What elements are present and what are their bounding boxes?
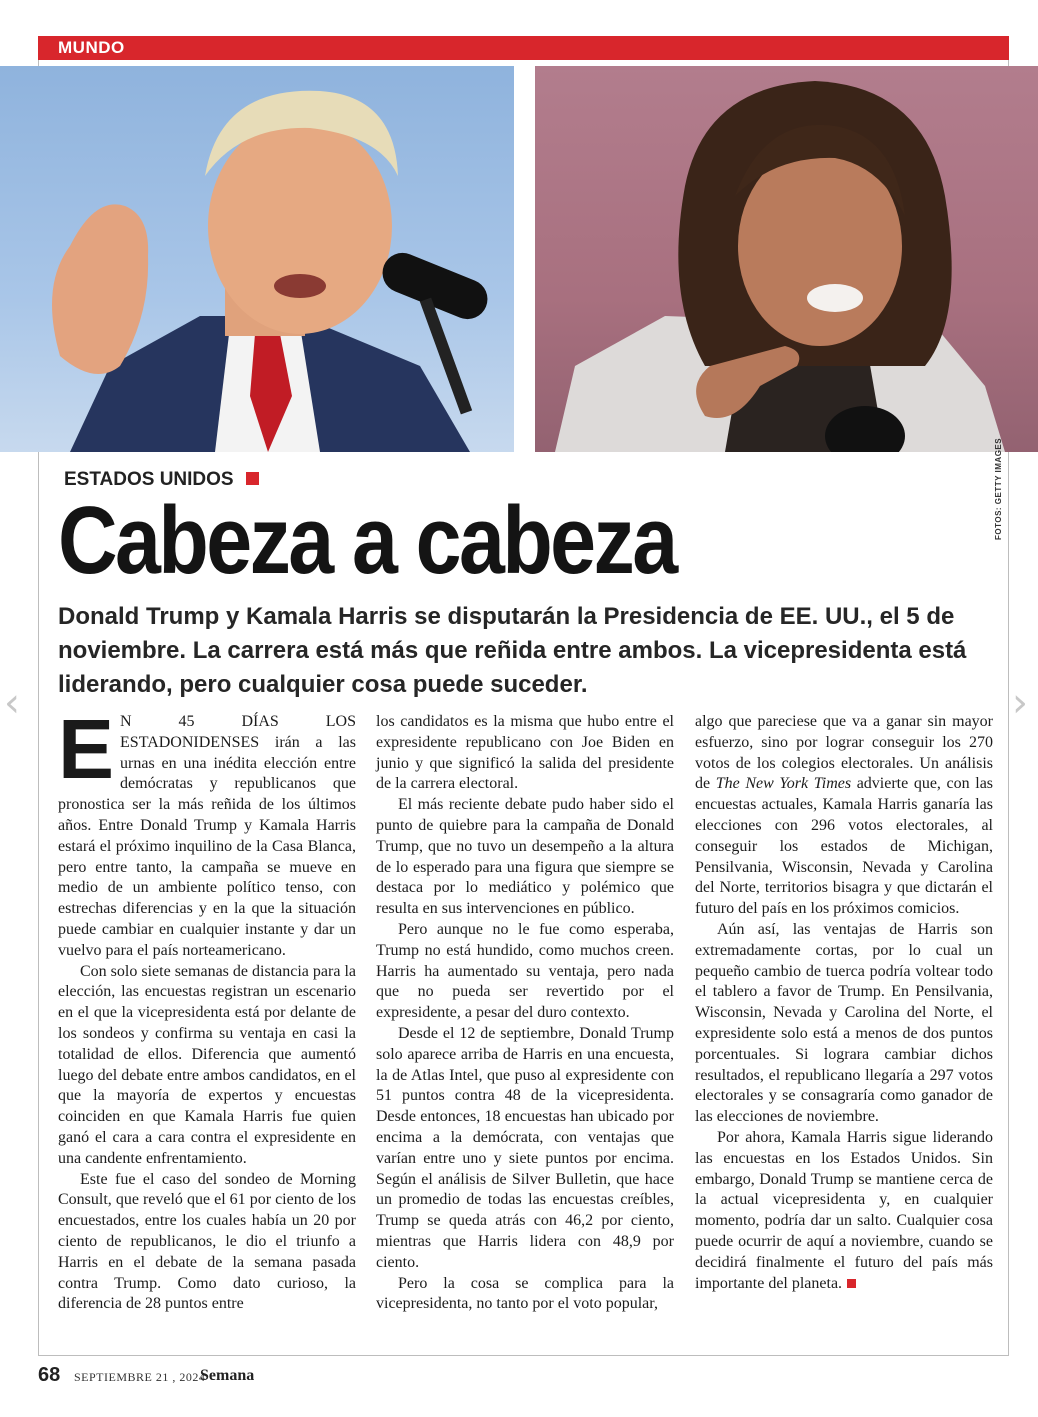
paragraph: El más reciente debate pudo haber sido el punto de quiebre para la campaña de Donald Trump, que no tuvo un desempeño a la altura de lo esperado para una figura que siempre se destaca por lo mediático y polémico que resulta en sus intervenciones en público. <box>376 796 674 918</box>
kicker-label: ESTADOS UNIDOS <box>64 469 234 490</box>
paragraph: Desde el 12 de septiembre, Donald Trump solo aparece arriba de Harris en una encuesta, la de Atlas Intel, que puso al expresidente con 51 puntos contra 48 de la vicepresidenta. Desde entonces, 18 encuestas han ubicado por encima a la demócrata, con ventajas que varían entre uno y siete puntos por encima. Según el análisis de Silver Bulletin, que hace un promedio de todas las encuestas creíbles, Trump se queda atrás con 46,2 por ciento, mientras que Harris lidera con 48,9 por ciento. <box>376 1024 674 1271</box>
column-3 <box>695 712 993 1294</box>
paragraph: Aún así, las ventajas de Harris son extremadamente cortas, por lo cual un pequeño cambio de tuerca podría voltear todo el tablero a favor de Trump. En Pensilvania, Wisconsin, Nevada y Carolina del Norte, el expresidente solo está a menos de dos puntos porcentuales. Si lograra cambiar dichos resultados, el republicano llegaría a 297 votos electorales y se consagraría como ganador de las elecciones de noviembre. <box>695 920 993 1126</box>
paragraph: Pero aunque no le fue como esperaba, Trump no está hundido, como muchos creen. Harris ha aumentado su ventaja, pero nada que no pueda ser revertido por el expresidente, a pesar del duro contexto. <box>376 920 674 1022</box>
paragraph: Este fue el caso del sondeo de Morning Consult, que reveló que el 61 por ciento de los encuestados, entre los cuales había un 20 por ciento de republicanos, le dio el triunfo a Harris en el debate de la semana pasada contra Trump. Como dato curioso, la diferencia de 28 puntos entre <box>58 1170 356 1313</box>
end-mark-icon <box>847 1279 856 1288</box>
publication-name: The New York Times <box>715 775 852 793</box>
paragraph: los candidatos es la misma que hubo entre el expresidente republicano con Joe Biden en junio y que significó la salida del presidente de la carrera electoral. <box>376 713 674 793</box>
paragraph-text: algo que pareciese que va a ganar sin mayor esfuerzo, sino por lograr conseguir los 270 votos de los colegios electorales. Un análisis de <box>695 713 993 793</box>
paragraph <box>58 702 356 962</box>
section-label: MUNDO <box>58 38 125 57</box>
photo-harris <box>535 66 1038 452</box>
column-1 <box>58 702 356 1315</box>
paragraph-text: N 45 DÍAS LOS ESTADONIDENSES irán a las urnas en una inédita elección entre demócratas y republicanos que pronostica ser la más reñida de los últimos años. Entre Donald Trump y Kamala Harris estará el próximo inquilino de la Casa Blanca, pero entre tanto, la campaña se mueve en medio de un ambiente político tenso, con estrechas diferencias y en la que la situación puede cambiar en cualquier instante y dar un vuelvo para el país norteamericano. <box>58 713 356 959</box>
magazine-name: Semana <box>200 1367 255 1384</box>
prev-page-chevron-icon[interactable]: ‹ <box>4 680 20 726</box>
drop-cap: E <box>58 702 115 796</box>
photo-harris-illustration <box>535 66 1038 452</box>
section-bar <box>38 36 1009 60</box>
issue-date: SEPTIEMBRE 21 , 2024 <box>74 1370 206 1384</box>
page-number: 68 <box>38 1364 61 1386</box>
photo-trump <box>0 66 514 452</box>
paragraph <box>695 712 993 920</box>
headline: Cabeza a cabeza <box>58 487 676 594</box>
paragraph: Pero la cosa se complica para la vicepresidenta, no tanto por el voto popular, <box>376 1274 674 1313</box>
kicker-square-icon <box>246 472 259 485</box>
paragraph: Con solo siete semanas de distancia para la elección, las encuestas registran un escenario en el que la vicepresidenta está por delante de los sondeos y confirma su ventaja en casi la totalidad de ellos. Diferencia que aumentó luego del debate entre ambos candidatos, en el que la mayoría de expertos y encuestas coinciden en que Kamala Harris fue quien ganó el cara a cara contra el expresidente en una candente enfrentamiento. <box>58 962 356 1167</box>
deck: Donald Trump y Kamala Harris se disputarán la Presidencia de EE. UU., el 5 de noviembre. La carrera está más que reñida entre ambos. La vicepresidenta está liderando, pero cualquier cosa puede suceder. <box>58 603 967 698</box>
paragraph-text: advierte que, con las encuestas actuales, Kamala Harris ganaría las elecciones con 296 votos electorales, al conseguir los estados de Michigan, Pensilvania, Wisconsin, Nevada y Carolina del Norte, territorios bisagra y que dictarán el futuro del país en los próximos comicios. <box>695 775 994 918</box>
paragraph <box>695 1128 993 1294</box>
next-page-chevron-icon[interactable]: › <box>1012 680 1028 726</box>
column-2 <box>376 712 674 1315</box>
paragraph-text: Por ahora, Kamala Harris sigue liderando las encuestas en los Estados Unidos. Sin embargo, Donald Trump se mantiene cerca de la actual vicepresidenta y, en cualquier momento, podría dar un salto. Cualquier cosa puede ocurrir de aquí a noviembre, cuando se decidirá finalmente el futuro del país más importante del planeta. <box>695 1128 993 1292</box>
photo-credit: FOTOS: GETTY IMAGES <box>994 437 1003 540</box>
photo-trump-illustration <box>0 66 514 452</box>
